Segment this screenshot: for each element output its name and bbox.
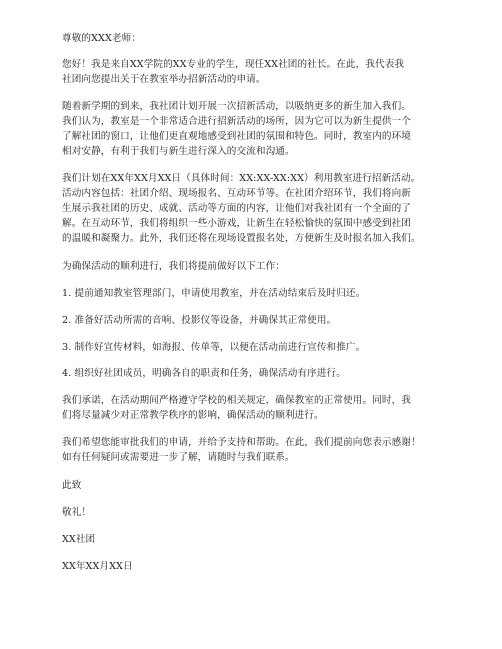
paragraph-1-line-2: 社团向您提出关于在教室举办招新活动的申请。 [62,74,266,85]
list-item-3: 3. 制作好宣传材料，如海报、传单等，以便在活动前进行宣传和推广。 [62,342,366,353]
paragraph-2-line-3: 了解社团的窗口，让他们更直观地感受到社团的氛围和特色。同时，教室内的环境 [62,131,411,142]
paragraph-3-line-3: 生展示我社团的历史、成就、活动等方面的内容，让他们对我社团有一个全面的了 [62,203,411,214]
paragraph-3-line-5: 的温暖和凝聚力。此外，我们还将在现场设置报名处，方便新生及时报名加入我们。 [62,233,421,244]
paragraph-3-line-2: 活动内容包括：社团介绍、现场报名、互动环节等。在社团介绍环节，我们将向新 [62,188,411,199]
paragraph-3-line-1: 我们计划在XX年XX月XX日（具体时间：XX:XX-XX:XX）利用教室进行招新活动。 [62,173,421,184]
paragraph-2-line-4: 相对安静，有利于我们与新生进行深入的交流和沟通。 [62,146,295,157]
paragraph-6-line-2: 如有任何疑问或需要进一步了解，请随时与我们联系。 [62,452,295,463]
salutation: 尊敬的XXX老师： [62,33,141,44]
paragraph-4: 为确保活动的顺利进行，我们将提前做好以下工作： [62,261,285,272]
signature: XX社团 [62,534,96,545]
paragraph-2-line-1: 随着新学期的到来，我社团计划开展一次招新活动，以吸纳更多的新生加入我们。 [62,101,411,112]
list-item-1: 1. 提前通知教室管理部门，申请使用教室，并在活动结束后及时归还。 [62,288,366,299]
paragraph-2-line-2: 我们认为，教室是一个非常适合进行招新活动的场所，因为它可以为新生提供一个 [62,116,411,127]
closing-cizhi: 此致 [62,480,82,491]
paragraph-5-line-1: 我们承诺，在活动期间严格遵守学校的相关规定，确保教室的正常使用。同时，我 [62,395,411,406]
paragraph-5-line-2: 们将尽量减少对正常教学秩序的影响，确保活动的顺利进行。 [62,410,324,421]
paragraph-1-line-1: 您好！我是来自XX学院的XX专业的学生，现任XX社团的社长。在此，我代表我 [62,59,405,70]
paragraph-3-line-4: 解。在互动环节，我们将组织一些小游戏，让新生在轻松愉快的氛围中感受到社团 [62,218,411,229]
closing-jingli: 敬礼！ [62,507,92,518]
list-item-4: 4. 组织好社团成员，明确各自的职责和任务，确保活动有序进行。 [62,368,346,379]
paragraph-6-line-1: 我们希望您能审批我们的申请，并给予支持和帮助。在此，我们提前向您表示感谢！ [62,437,421,448]
date: XX年XX月XX日 [62,561,133,572]
list-item-2: 2. 准备好活动所需的音响、投影仪等设备，并确保其正常使用。 [62,315,337,326]
